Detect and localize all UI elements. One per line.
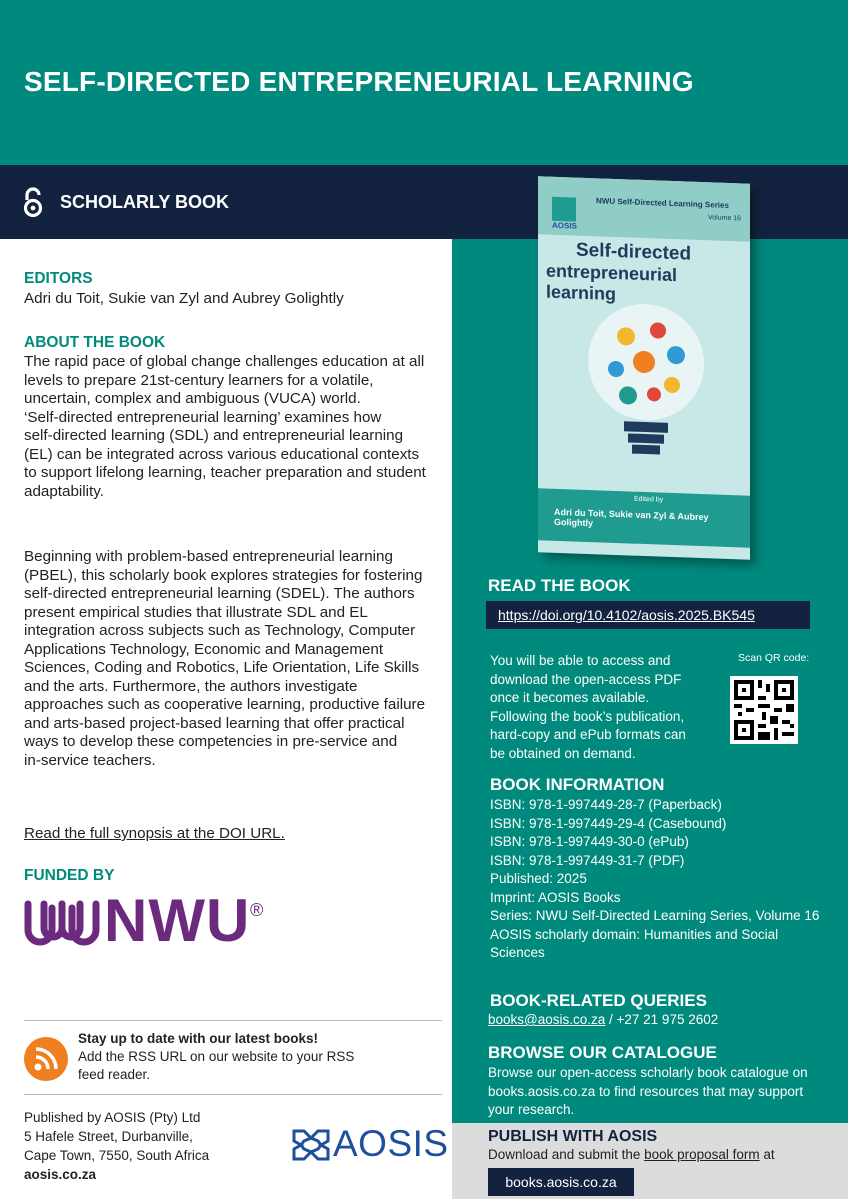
cover-series: NWU Self-Directed Learning Series xyxy=(596,196,729,210)
about-paragraph-1 xyxy=(24,353,426,501)
info-line: AOSIS scholarly domain: Humanities and Social xyxy=(490,926,779,942)
publisher-site-link[interactable]: aosis.co.za xyxy=(24,1167,97,1182)
cover-front xyxy=(538,176,750,559)
book-cover-image[interactable] xyxy=(512,172,764,562)
about-line: The rapid pace of global change challenges education at all xyxy=(24,353,425,370)
queries-contact xyxy=(488,1011,718,1030)
cover-edited-by: Edited by xyxy=(634,495,664,504)
cover-editors: Adri du Toit, Sukie van Zyl & Aubrey Golightly xyxy=(554,506,709,529)
info-line: Imprint: AOSIS Books xyxy=(490,889,621,905)
cover-title-2: entrepreneurial learning xyxy=(546,260,678,305)
publisher-address xyxy=(24,1108,209,1184)
read-line: once it becomes available. xyxy=(490,690,650,705)
divider xyxy=(24,1020,442,1021)
info-line: Sciences xyxy=(490,945,545,960)
read-line: You will be able to access and xyxy=(490,653,671,668)
lightbulb-icon xyxy=(576,290,716,475)
cover-title-1: Self-directed xyxy=(576,239,692,265)
catalogue-text xyxy=(488,1064,808,1120)
synopsis-link[interactable]: Read the full synopsis at the DOI URL. xyxy=(24,825,285,842)
read-line: hard-copy and ePub formats can xyxy=(490,727,686,742)
info-line: Published: 2025 xyxy=(490,871,587,886)
queries-heading: BOOK-RELATED QUERIES xyxy=(490,991,707,1010)
publish-text xyxy=(488,1147,775,1162)
info-line: ISBN: 978-1-997449-31-7 (PDF) xyxy=(490,852,685,868)
about-line: present empirical studies that illustrate SDL and EL xyxy=(24,603,368,621)
about-line: adaptability. xyxy=(24,482,104,500)
info-line: ISBN: 978-1-997449-28-7 (Paperback) xyxy=(490,797,722,812)
about-line: and arts-based project-based learning that offer practical xyxy=(24,714,405,732)
info-list xyxy=(490,796,819,963)
about-line: (PBEL), this scholarly book explores strategies for fostering xyxy=(24,566,423,584)
page-title: SELF-DIRECTED ENTREPRENEURIAL LEARNING xyxy=(24,66,694,97)
rss-line: Add the RSS URL on our website to your RSS xyxy=(78,1049,355,1064)
book-type-label: SCHOLARLY BOOK xyxy=(60,192,230,212)
about-line: and the arts. Furthermore, the authors investigate xyxy=(24,677,358,695)
doi-link[interactable]: https://doi.org/10.4102/aosis.2025.BK545 xyxy=(486,601,810,629)
read-heading: READ THE BOOK xyxy=(488,576,631,595)
read-line: be obtained on demand. xyxy=(490,745,636,761)
registered-mark: ® xyxy=(250,900,264,920)
about-line: levels to prepare 21st-century learners for a volatile, xyxy=(24,371,374,389)
qr-code[interactable] xyxy=(730,676,798,744)
editors-names: Adri du Toit, Sukie van Zyl and Aubrey Golightly xyxy=(24,290,344,307)
nwu-logo-text: NWU xyxy=(104,887,251,954)
funded-heading: FUNDED BY xyxy=(24,867,115,884)
address-line: Published by AOSIS (Pty) Ltd xyxy=(24,1110,201,1125)
read-line: Following the book’s publication, xyxy=(490,708,685,724)
info-heading: BOOK INFORMATION xyxy=(490,775,665,794)
qr-label: Scan QR code: xyxy=(738,652,810,664)
catalogue-line: Browse our open-access scholarly book catalogue on xyxy=(488,1065,808,1080)
aosis-emblem-icon xyxy=(290,1127,332,1163)
about-line: to support lifelong learning, teacher preparation and student xyxy=(24,464,426,481)
address-line: 5 Hafele Street, Durbanville, xyxy=(24,1129,193,1144)
cover-aosis-badge xyxy=(552,197,576,222)
rss-icon[interactable] xyxy=(24,1037,68,1081)
about-heading: ABOUT THE BOOK xyxy=(24,334,166,351)
about-line: Sciences, Coding and Robotics, Life Orientation, Life Skills xyxy=(24,659,420,676)
title-banner xyxy=(0,0,848,165)
about-line: ways to develop these competencies in pre-service and xyxy=(24,733,398,750)
cover-volume: Volume 16 xyxy=(708,214,742,223)
about-line: self-directed entrepreneurial learning (SDEL). The authors xyxy=(24,585,415,602)
address-line: Cape Town, 7550, South Africa xyxy=(24,1148,210,1163)
publish-text-pre: Download and submit the xyxy=(488,1147,645,1162)
about-line: (EL) can be integrated across various educational contexts xyxy=(24,445,420,463)
catalogue-line: your research. xyxy=(488,1102,575,1117)
aosis-logo-text: AOSIS xyxy=(333,1123,449,1164)
rss-title: Stay up to date with our latest books! xyxy=(78,1031,319,1046)
about-line: Beginning with problem-based entrepreneurial learning xyxy=(24,548,393,565)
editors-heading: EDITORS xyxy=(24,270,93,287)
about-line: integration across subjects such as Technology, Computer xyxy=(24,622,416,639)
info-line: ISBN: 978-1-997449-29-4 (Casebound) xyxy=(490,815,727,831)
about-line: Applications Technology, Economic and Management xyxy=(24,640,384,658)
about-paragraph-2 xyxy=(24,548,425,770)
proposal-form-link[interactable]: book proposal form xyxy=(644,1147,760,1162)
queries-email-link[interactable]: books@aosis.co.za xyxy=(488,1012,606,1027)
info-line: Series: NWU Self-Directed Learning Series, Volume 16 xyxy=(490,908,820,923)
rss-line: feed reader. xyxy=(78,1067,151,1082)
about-line: ‘Self-directed entrepreneurial learning’ examines how xyxy=(24,408,382,426)
publish-text-post: at xyxy=(759,1147,775,1162)
nwu-emblem-icon xyxy=(22,894,102,954)
catalogue-heading: BROWSE OUR CATALOGUE xyxy=(488,1043,717,1062)
publish-heading: PUBLISH WITH AOSIS xyxy=(488,1128,658,1145)
read-line: download the open-access PDF xyxy=(490,671,682,687)
about-line: self-directed learning (SDL) and entrepreneurial learning xyxy=(24,427,404,444)
catalogue-line: books.aosis.co.za to find resources that may support xyxy=(488,1083,804,1099)
open-access-icon xyxy=(22,187,44,219)
cover-logo-text: AOSIS xyxy=(552,220,577,231)
info-line: ISBN: 978-1-997449-30-0 (ePub) xyxy=(490,834,689,849)
about-line: in-service teachers. xyxy=(24,751,156,769)
read-text xyxy=(490,652,720,763)
queries-phone: / +27 21 975 2602 xyxy=(605,1012,719,1027)
about-line: uncertain, complex and ambiguous (VUCA) world. xyxy=(24,390,361,407)
about-line: approaches such as cooperative learning, productive failure xyxy=(24,696,426,713)
books-site-link[interactable]: books.aosis.co.za xyxy=(488,1168,634,1196)
divider xyxy=(24,1094,442,1095)
